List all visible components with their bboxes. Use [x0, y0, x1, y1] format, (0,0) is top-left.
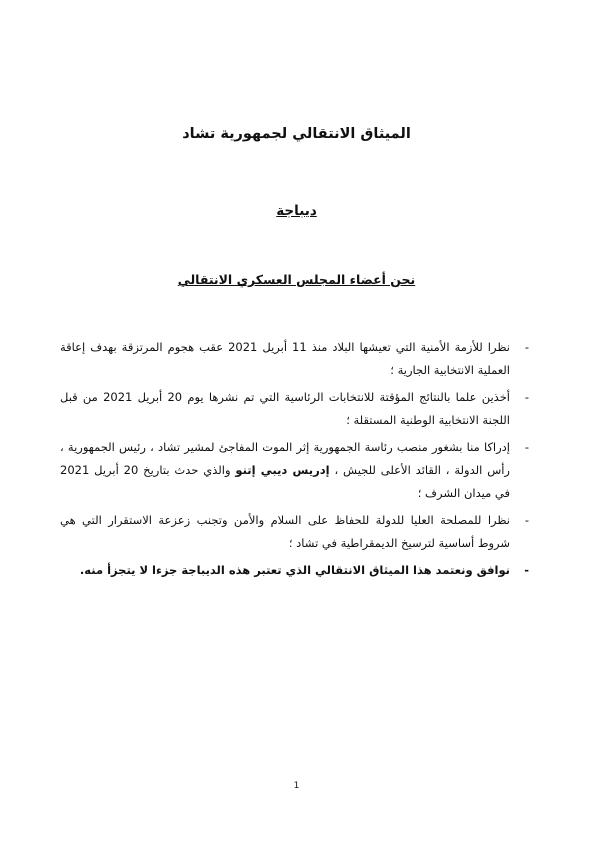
preamble-clause: [60, 509, 529, 555]
clause-text: نوافق ونعتمد هذا الميثاق الانتقالي الذي تعتبر هذه الديباجة جزءا لا يتجزأ منه.: [79, 563, 510, 577]
clause-text: والذي حدث بتاريخ 20 أبريل 2021 في ميدان الشرف ؛: [60, 463, 510, 500]
preamble-clause: [60, 336, 529, 382]
preamble-clause: [60, 436, 529, 505]
document-title: الميثاق الانتقالي لجمهورية تشاد: [182, 126, 411, 142]
bullet-dash: -: [524, 563, 529, 577]
bullet-dash: -: [524, 513, 529, 527]
preamble-clause-final: [60, 559, 529, 582]
clause-text: أخذين علما بالنتائج المؤقتة للانتخابات الرئاسية التي تم نشرها يوم 20 أبريل 2021 من قبل اللجنة الانتخابية الوطنية المستقلة ؛: [60, 390, 510, 427]
clause-bold-name: إدريس ديبي إتنو: [235, 463, 330, 477]
clause-text: نظرا للمصلحة العليا للدولة للحفاظ على السلام والأمن وتجنب زعزعة الاستقرار التي هي شروط أساسية لترسيخ الديمقراطية في تشاد ؛: [60, 513, 510, 550]
bullet-dash: -: [524, 340, 529, 354]
council-heading: نحن أعضاء المجلس العسكري الانتقالي: [177, 272, 416, 287]
bullet-dash: -: [524, 440, 529, 454]
bullet-dash: -: [524, 390, 529, 404]
preamble-subtitle: ديباجة: [276, 203, 317, 219]
clause-text: إدراكا منا بشغور منصب رئاسة الجمهورية إثر الموت المفاجئ لمشير تشاد ، رئيس الجمهورية ، رأس الدولة ، القائد الأعلى للجيش ،: [60, 440, 510, 477]
page-number: 1: [293, 781, 300, 791]
clause-text: نظرا للأزمة الأمنية التي تعيشها البلاد منذ 11 أبريل 2021 عقب هجوم المرتزقة بهدف إعاقة العملية الانتخابية الجارية ؛: [60, 340, 510, 377]
preamble-clause-list: [60, 336, 529, 586]
preamble-clause: [60, 386, 529, 432]
